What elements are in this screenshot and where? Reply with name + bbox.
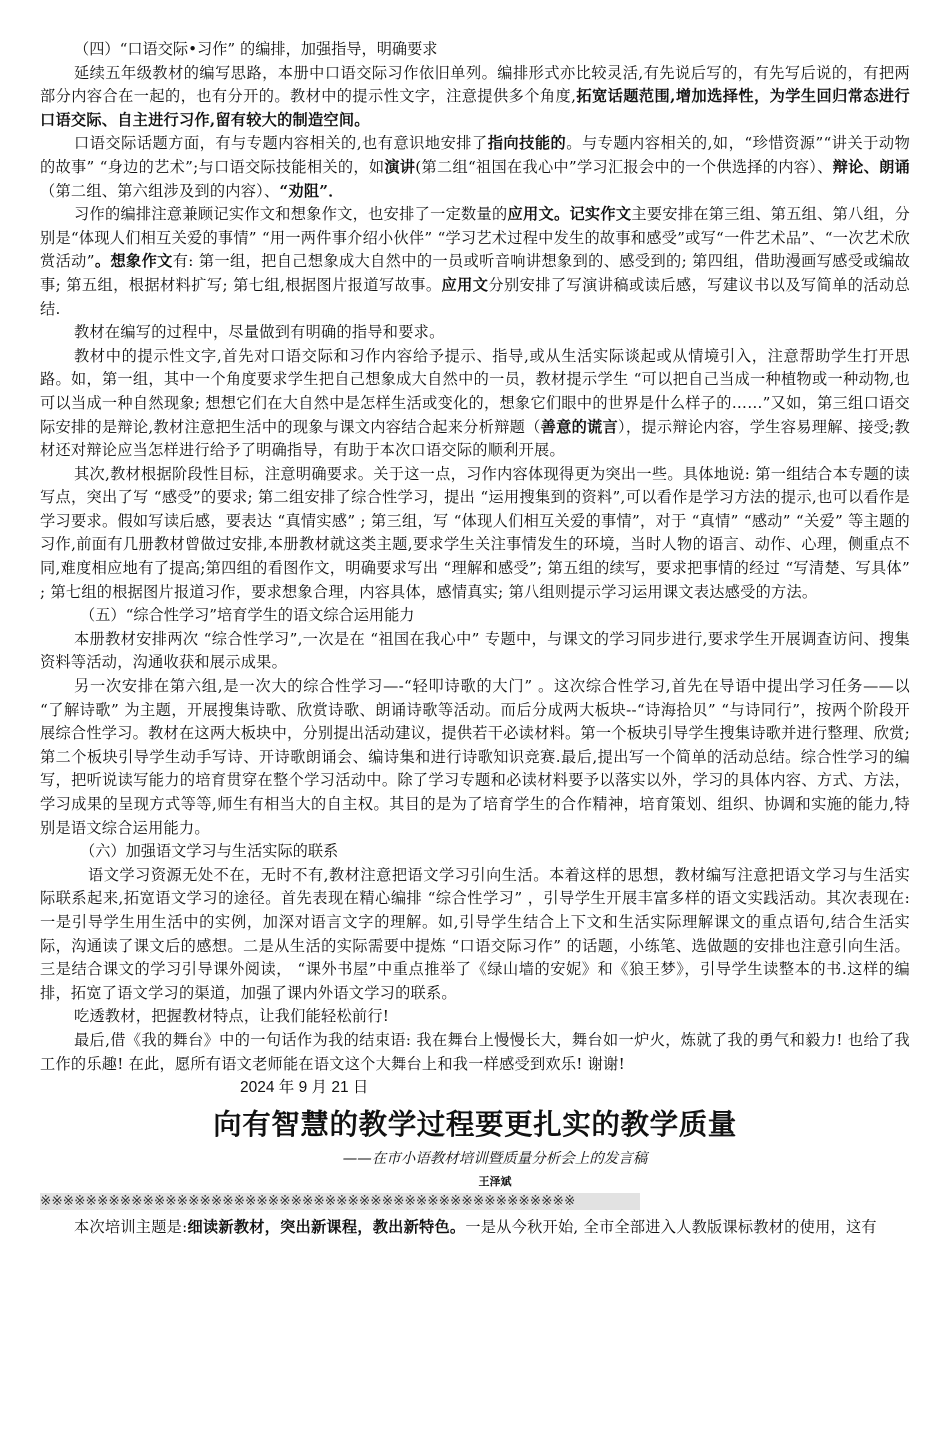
paragraph: 本册教材安排两次 “综合性学习”,一次是在 “祖国在我心中” 专题中，与课文的学习同步进行,要求学生开展调查访问、搜集资料等活动，沟通收获和展示成果。 — [40, 629, 910, 672]
date-line: 2024 年 9 月 21 日 — [240, 1079, 369, 1097]
paragraph: 另一次安排在第六组,是一次大的综合性学习—-“轻叩诗歌的大门” 。这次综合性学习,首先在导语中提出学习任务——以 “了解诗歌” 为主题，开展搜集诗歌、欣赏诗歌、朗诵诗歌等活动。而后分成两大板块--“诗海拾贝” “与诗同行”，按两个阶段开展综合性学习。教材在这两大板块中，分别提出活动建议，提供若干必读材料。第一个板块引导学生搜集诗歌并进行整理、欣赏;第二个板块引导学生动手写诗、开诗歌朗诵会、编诗集和进行诗歌知识竞赛.最后,提出写一个简单的活动总结。综合性学习的编写，把听说读写能力的培育贯穿在整个学习活动中。除了学习专题和必读材料要予以落实以外，学习的具体内容、方式、方法，学习成果的呈现方式等等,师生有相当大的自主权。其目的是为了培育学生的合作精神，培育策划、组织、协调和实施的能力,特别是语文综合运用能力。 — [40, 677, 910, 837]
paragraph: 延续五年级教材的编写思路，本册中口语交际习作依旧单列。编排形式亦比较灵活,有先说后写的，有先写后说的，有把两部分内容合在一起的，也有分开的。教材中的提示性文字，注意提供多个角度,拓宽话题范围,增加选择性，为学生回归常态进行口语交际、自主进行习作,留有较大的制造空间。 — [40, 63, 910, 129]
section-heading: （六）加强语文学习与生活实际的联系 — [80, 842, 339, 861]
paragraph: 吃透教材，把握教材特点，让我们能轻松前行! — [74, 1007, 390, 1026]
paragraph: 本次培训主题是:细读新教材，突出新课程，教出新特色。一是从今秋开始, 全市全部进入人教版课标教材的使用，这有 — [74, 1218, 877, 1237]
document-page — [40, 38, 910, 1240]
paragraph: 其次,教材根据阶段性目标，注意明确要求。关于这一点，习作内容体现得更为突出一些。具体地说: 第一组结合本专题的读写点，突出了写 “感受”的要求; 第二组安排了综合性学习，提出 “运用搜集到的资料”,可以看作是学习方法的提示,也可以看作是学习要求。假如写读后感，要表达 “真情实感” ; 第三组，写 “体现人们相互关爱的事情”，对于 “真情” “感动” “关爱” 等主题的习作,前面有几册教材曾做过安排,本册教材就这类主题,要求学生关注事情发生的环境，当时人物的语言、动作、心理，侧重点不同,难度相应地有了提高;第四组的看图作文，明确要求写出 “理解和感受”; 第五组的续写，要求把事情的经过 “写清楚、写具体” ; 第七组的根据图片报道习作，要求想象合理，内容具体，感情真实; 第八组则提示学习运用课文表达感受的方法。 — [40, 464, 910, 601]
section-heading: （五）“综合性学习”培育学生的语文综合运用能力 — [80, 606, 415, 625]
paragraph: 教材中的提示性文字,首先对口语交际和习作内容给予提示、指导,或从生活实际谈起或从情境引入，注意帮助学生打开思路。如，第一组，其中一个角度要求学生把自己想象成大自然中的一员，教材提示学生 “可以把自己当成一种植物或一种动物,也可以当成一种自然现象; 想想它们在大自然中是怎样生活或变化的，想象它们眼中的世界是什么样子的……”又如，第三组口语交际安排的是辩论,教材注意把生活中的现象与课文内容结合起来分析辩题（善意的谎言），提示辩论内容，学生容易理解、接受;教材还对辩论应当怎样进行给予了明确指导，有助于本次口语交际的顺利开展。 — [40, 346, 910, 460]
paragraph: 最后,借《我的舞台》中的一句话作为我的结束语: 我在舞台上慢慢长大，舞台如一炉火，炼就了我的勇气和毅力! 也给了我工作的乐趣! 在此，愿所有语文老师能在语文这个大舞台上和我一样感受到欢乐! 谢谢! — [40, 1030, 910, 1073]
article-author: 王泽斌 — [478, 1175, 512, 1189]
paragraph: 教材在编写的过程中，尽量做到有明确的指导和要求。 — [74, 323, 445, 342]
article-subtitle: ——在市小语教材培训暨质量分析会上的发言稿 — [342, 1151, 648, 1168]
decorative-divider: ※※※※※※※※※※※※※※※※※※※※※※※※※※※※※※※※※※※※※※※※※※※※※※※ — [40, 1193, 640, 1210]
paragraph: 口语交际话题方面，有与专题内容相关的,也有意识地安排了指向技能的。与专题内容相关的,如，“珍惜资源”“讲关于动物的故事” “身边的艺术”;与口语交际技能相关的，如演讲(第二组“祖国在我心中”学习汇报会中的一个供选择的内容）、辩论、朗诵（第二组、第六组涉及到的内容）、“劝阻”． — [40, 134, 911, 200]
article-title: 向有智慧的教学过程要更扎实的教学质量 — [213, 1108, 737, 1142]
section-heading: （四）“口语交际•习作” 的编排，加强指导，明确要求 — [74, 40, 438, 58]
paragraph: 语文学习资源无处不在，无时不有,教材注意把语文学习引向生活。本着这样的思想，教材编写注意把语文学习与生活实际联系起来,拓宽语文学习的途径。首先表现在精心编排 “综合性学习” ，引导学生开展丰富多样的语文实践活动。其次表现在:一是引导学生用生活中的实例，加深对语言文字的理解。如,引导学生结合上下文和生活实际理解课文的重点语句,结合生活实际，沟通读了课文后的感想。二是从生活的实际需要中提炼 “口语交际习作” 的话题，小练笔、选做题的安排也注意引向生活。三是结合课文的学习引导课外阅读， “课外书屋”中重点推举了《绿山墙的安妮》和《狼王梦》，引导学生读整本的书.这样的编排，拓宽了语文学习的渠道，加强了课内外语文学习的联系。 — [40, 865, 910, 1002]
paragraph: 习作的编排注意兼顾记实作文和想象作文，也安排了一定数量的应用文。记实作文主要安排在第三组、第五组、第八组，分别是“体现人们相互关爱的事情” “用一两件事介绍小伙伴” “学习艺术过程中发生的故事和感受”或写“一件艺术品”、“一次艺术欣赏活动”。想象作文有: 第一组，把自己想象成大自然中的一员或听音响讲想象到的、感受到的; 第四组，借助漫画写感受或编故事; 第五组，根据材料扩写; 第七组,根据图片报道写故事。应用文分别安排了写演讲稿或读后感，写建议书以及写简单的活动总结. — [40, 205, 911, 318]
